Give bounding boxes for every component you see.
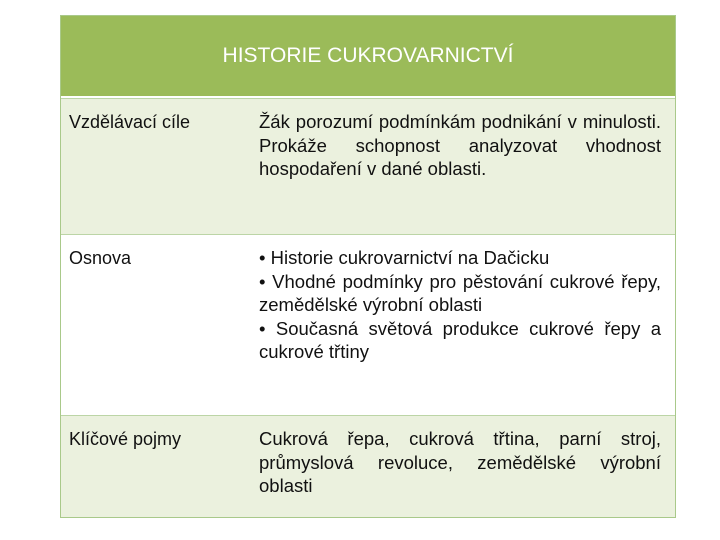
outline-bullet: • Současná světová produkce cukrové řepy a cukrové třtiny — [259, 317, 661, 362]
outline-bullet: • Historie cukrovarnictví na Dačicku — [259, 247, 550, 268]
curriculum-table — [60, 15, 676, 518]
row-label: Klíčové pojmy — [69, 429, 182, 449]
table-row — [61, 98, 675, 234]
table-row — [61, 415, 675, 517]
row-label: Vzdělávací cíle — [69, 112, 191, 132]
row-label: Osnova — [69, 248, 132, 268]
table-row — [61, 234, 675, 415]
row-content — [249, 235, 675, 415]
outline-bullet: • Vhodné podmínky pro pěstování cukrové řepy, zemědělské výrobní oblasti — [259, 270, 661, 315]
page-title: HISTORIE CUKROVARNICTVÍ — [222, 44, 514, 67]
table-header — [61, 16, 675, 98]
learning-goals-text: Žák porozumí podmínkám podnikání v minulosti. Prokáže schopnost analyzovat vhodnost hospodaření v dané oblasti. — [259, 111, 661, 179]
row-content — [249, 99, 675, 234]
key-terms-text: Cukrová řepa, cukrová třtina, parní stroj, průmyslová revoluce, zemědělské výrobní oblasti — [259, 428, 661, 496]
row-content — [249, 416, 675, 517]
